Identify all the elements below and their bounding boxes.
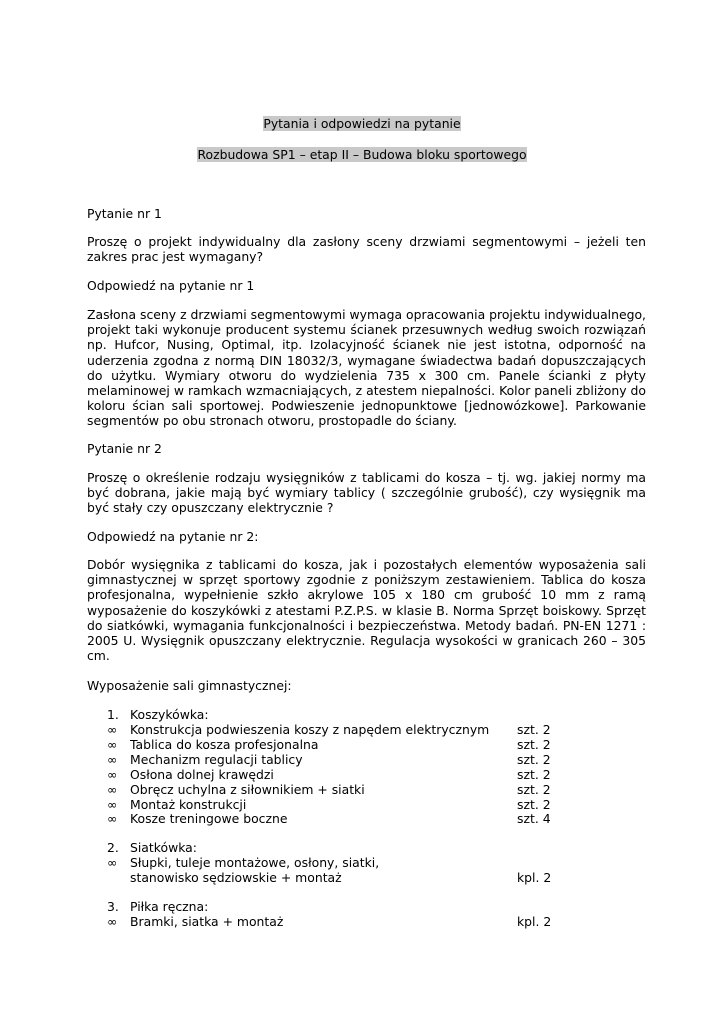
question-2-text: Proszę o określenie rodzaju wysięgników z tablicami do kosza – tj. wg. jakiej normy ma być dobrana, jakie mają być wymiary tablicy ( szczególnie grubość), czy wysięgnik ma być stały czy opuszczany elektrycznie ? [87,470,646,516]
page-title-text: Pytania i odpowiedzi na pytanie [263,116,461,131]
item-qty: szt. 2 [517,737,551,752]
item-name: Bramki, siatka + montaż [130,914,284,929]
infinity-bullet-icon: ∞ [107,752,118,767]
question-1-label: Pytanie nr 1 [87,206,162,221]
section-2-number: 2. [107,840,119,855]
page-subtitle-text: Rozbudowa SP1 – etap II – Budowa bloku sportowego [197,147,527,162]
infinity-bullet-icon: ∞ [107,811,118,826]
question-2-label: Pytanie nr 2 [87,441,162,456]
item-qty: szt. 2 [517,797,551,812]
infinity-bullet-icon: ∞ [107,782,118,797]
infinity-bullet-icon: ∞ [107,797,118,812]
item-qty: szt. 2 [517,752,551,767]
answer-1-text: Zasłona sceny z drzwiami segmentowymi wymaga opracowania projektu indywidualnego, projekt taki wykonuje producent systemu ścianek przesuwnych według swoich rozwiązań np. Hufcor, Nusing, Optimal, itp. Izolacyjność ścianek nie jest istotna, odporność na uderzenia zgodna z normą DIN 18032/3, wymagane świadectwa badań dopuszczających do użytku. Wymiary otworu do wydzielenia 735 x 300 cm. Panele ścianki z płyty melaminowej w ramkach wzmacniających, z atestem niepalności. Kolor paneli zbliżony do koloru ścian sali sportowej. Podwieszenie jednopunktowe [jednowózkowe]. Parkowanie segmentów po obu stronach otworu, prostopadle do ściany. [87,307,646,429]
item-qty: kpl. 2 [517,914,552,929]
item-name: Montaż konstrukcji [130,797,247,812]
infinity-bullet-icon: ∞ [107,855,118,870]
answer-1-label: Odpowiedź na pytanie nr 1 [87,278,255,293]
item-name: Mechanizm regulacji tablicy [130,752,303,767]
item-qty: szt. 2 [517,782,551,797]
answer-2-text: Dobór wysięgnika z tablicami do kosza, jak i pozostałych elementów wyposażenia sali gimnastycznej w sprzęt sportowy zgodnie z poniższym zestawieniem. Tablica do kosza profesjonalna, wypełnienie szkło akrylowe 105 x 180 cm grubość 10 mm z ramą wyposażenie do koszykówki z atestami P.Z.P.S. w klasie B. Norma Sprzęt boiskowy. Sprzęt do siatkówki, wymagania funkcjonalności i bezpieczeństwa. Metody badań. PN-EN 1271 : 2005 U. Wysięgnik opuszczany elektrycznie. Regulacja wysokości w granicach 260 – 305 cm. [87,557,646,664]
item-name: Kosze treningowe boczne [130,811,288,826]
item-name-continued: stanowisko sędziowskie + montaż [130,870,342,885]
equipment-heading: Wyposażenie sali gimnastycznej: [87,678,292,693]
item-name: Tablica do kosza profesjonalna [130,737,319,752]
item-name: Obręcz uchylna z siłownikiem + siatki [130,782,365,797]
infinity-bullet-icon: ∞ [107,722,118,737]
item-qty: kpl. 2 [517,870,552,885]
question-1-text: Proszę o projekt indywidualny dla zasłony sceny drzwiami segmentowymi – jeżeli ten zakres prac jest wymagany? [87,234,646,265]
section-3-number: 3. [107,899,119,914]
answer-2-label: Odpowiedź na pytanie nr 2: [87,529,259,544]
infinity-bullet-icon: ∞ [107,767,118,782]
page-subtitle [0,147,724,162]
item-name: Osłona dolnej krawędzi [130,767,274,782]
page-title [0,116,724,131]
item-name: Słupki, tuleje montażowe, osłony, siatki, [130,855,380,870]
infinity-bullet-icon: ∞ [107,914,118,929]
item-qty: szt. 2 [517,767,551,782]
infinity-bullet-icon: ∞ [107,737,118,752]
section-1-number: 1. [107,707,119,722]
section-2-title: Siatkówka: [130,840,197,855]
section-1-title: Koszykówka: [130,707,209,722]
item-qty: szt. 2 [517,722,551,737]
section-3-title: Piłka ręczna: [130,899,209,914]
item-name: Konstrukcja podwieszenia koszy z napędem elektrycznym [130,722,490,737]
item-qty: szt. 4 [517,811,551,826]
